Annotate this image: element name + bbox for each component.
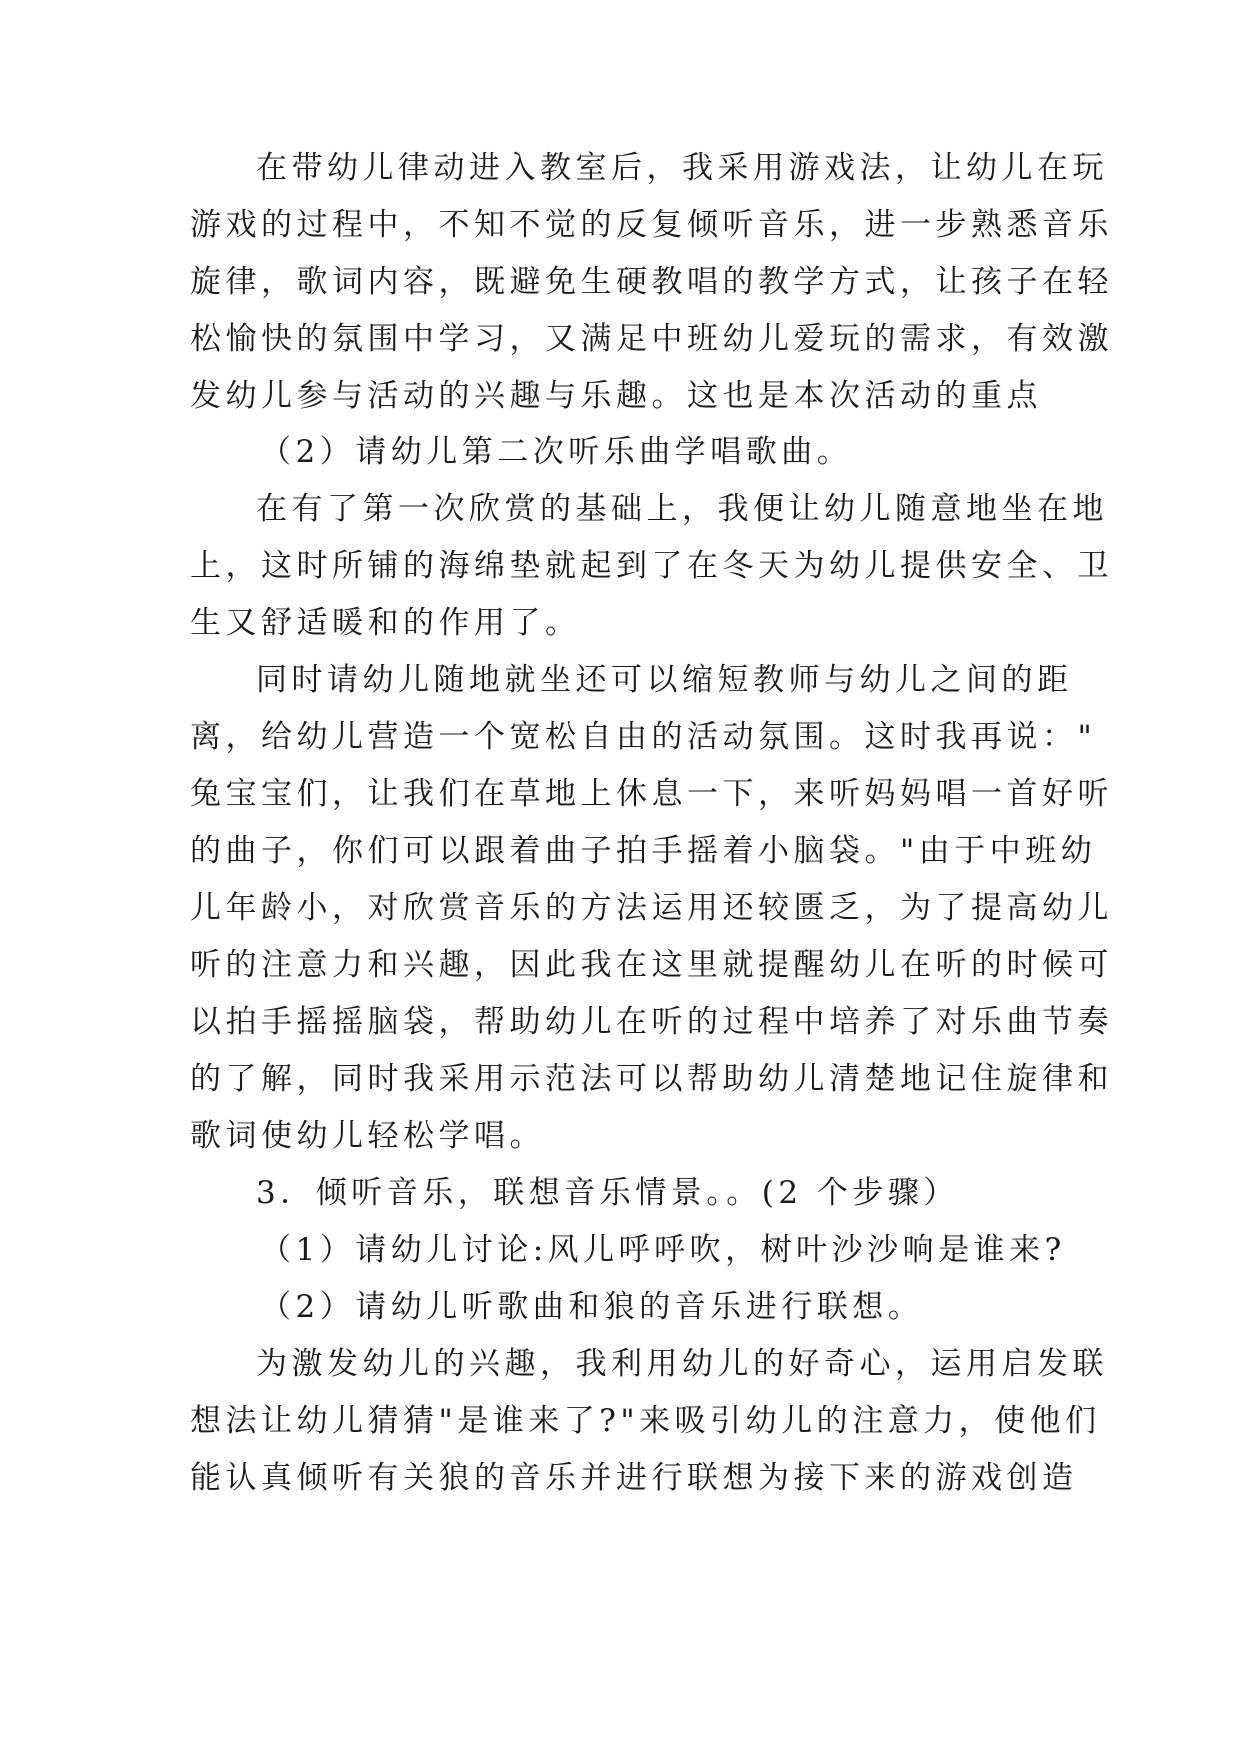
paragraph-3-line-5: 儿年龄小，对欣赏音乐的方法运用还较匮乏，为了提高幼儿 (190, 890, 1113, 926)
section-3-heading: 3．倾听音乐，联想音乐情景。。(2 个步骤） (256, 1175, 959, 1211)
paragraph-2-line-3: 生又舒适暖和的作用了。 (190, 605, 581, 641)
paragraph-1-line-3: 旋律，歌词内容，既避免生硬教唱的教学方式，让孩子在轻 (190, 264, 1113, 300)
paragraph-3-line-6: 听的注意力和兴趣，因此我在这里就提醒幼儿在听的时候可 (190, 947, 1113, 983)
step-1-item: （1）请幼儿讨论:风儿呼呼吹，树叶沙沙响是谁来? (260, 1232, 1066, 1268)
paragraph-4-line-1: 为激发幼儿的兴趣，我利用幼儿的好奇心，运用启发联 (256, 1346, 1108, 1382)
step-2-heading: （2）请幼儿第二次听乐曲学唱歌曲。 (260, 434, 853, 470)
paragraph-3-line-1: 同时请幼儿随地就坐还可以缩短教师与幼儿之间的距 (256, 662, 1073, 698)
paragraph-3-line-9: 歌词使幼儿轻松学唱。 (190, 1118, 545, 1154)
paragraph-1-line-4: 松愉快的氛围中学习，又满足中班幼儿爱玩的需求，有效激 (190, 321, 1113, 357)
paragraph-3-line-7: 以拍手摇摇脑袋，帮助幼儿在听的过程中培养了对乐曲节奏 (190, 1004, 1113, 1040)
paragraph-1-line-1: 在带幼儿律动进入教室后，我采用游戏法，让幼儿在玩 (256, 150, 1108, 186)
step-2-item: （2）请幼儿听歌曲和狼的音乐进行联想。 (260, 1289, 924, 1325)
paragraph-4-line-2: 想法让幼儿猜猜"是谁来了?"来吸引幼儿的注意力，使他们 (190, 1403, 1101, 1439)
paragraph-3-line-2: 离，给幼儿营造一个宽松自由的活动氛围。这时我再说：" (190, 719, 1097, 755)
paragraph-4-line-3: 能认真倾听有关狼的音乐并进行联想为接下来的游戏创造 (190, 1460, 1078, 1496)
paragraph-3-line-4: 的曲子，你们可以跟着曲子拍手摇着小脑袋。"由于中班幼 (190, 833, 1097, 869)
paragraph-1-line-2: 游戏的过程中，不知不觉的反复倾听音乐，进一步熟悉音乐 (190, 207, 1113, 243)
paragraph-2-line-2: 上，这时所铺的海绵垫就起到了在冬天为幼儿提供安全、卫 (190, 548, 1113, 584)
paragraph-2-line-1: 在有了第一次欣赏的基础上，我便让幼儿随意地坐在地 (256, 491, 1108, 527)
paragraph-3-line-8: 的了解，同时我采用示范法可以帮助幼儿清楚地记住旋律和 (190, 1061, 1113, 1097)
paragraph-3-line-3: 兔宝宝们，让我们在草地上休息一下，来听妈妈唱一首好听 (190, 776, 1113, 812)
paragraph-1-line-5: 发幼儿参与活动的兴趣与乐趣。这也是本次活动的重点 (190, 378, 1042, 414)
